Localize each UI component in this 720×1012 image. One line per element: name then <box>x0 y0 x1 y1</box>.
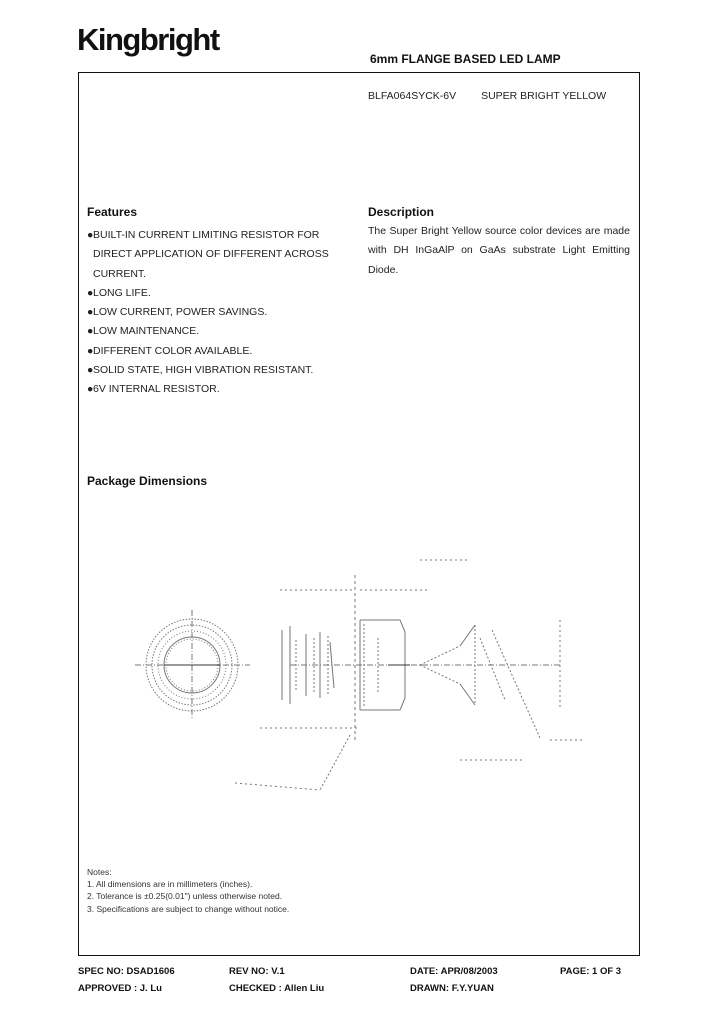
date: DATE: APR/08/2003 <box>410 966 498 977</box>
checked-by: CHECKED : Allen Liu <box>229 983 325 994</box>
notes-block <box>87 866 289 915</box>
led-front-view <box>135 610 250 720</box>
list-item: ●BUILT-IN CURRENT LIMITING RESISTOR FOR DIRECT APPLICATION OF DIFFERENT ACROSS CURRENT. <box>87 226 347 284</box>
revision-number: REV NO: V.1 <box>229 966 285 977</box>
brand-logo: Kingbright <box>77 22 219 57</box>
page-number: PAGE: 1 OF 3 <box>560 966 622 977</box>
notes-heading: Notes: <box>87 867 112 877</box>
approved-by: APPROVED : J. Lu <box>78 983 162 994</box>
features-list <box>87 226 347 400</box>
led-lead-view <box>420 560 585 760</box>
list-item: ●DIFFERENT COLOR AVAILABLE. <box>87 342 347 361</box>
note-item: 1. All dimensions are in millimeters (inches). <box>87 879 253 890</box>
spec-number: SPEC NO: DSAD1606 <box>78 966 175 977</box>
list-item: ●SOLID STATE, HIGH VIBRATION RESISTANT. <box>87 361 347 380</box>
bullet-icon: ● <box>87 383 94 396</box>
note-item: 2. Tolerance is ±0.25(0.01") unless otherwise noted. <box>87 891 283 902</box>
bullet-icon: ● <box>87 286 94 299</box>
bullet-icon: ● <box>87 364 94 377</box>
led-side-view <box>235 575 560 790</box>
part-number: BLFA064SYCK-6V <box>368 90 457 102</box>
document-title: 6mm FLANGE BASED LED LAMP <box>370 52 561 66</box>
list-item: ●LOW CURRENT, POWER SAVINGS. <box>87 303 347 322</box>
package-dimension-drawing <box>120 550 600 800</box>
description-text: The Super Bright Yellow source color devices are made with DH InGaAlP on GaAs substrate Light Emitting Diode. <box>368 225 630 276</box>
content-frame <box>78 72 640 956</box>
drawn-by: DRAWN: F.Y.YUAN <box>410 983 494 994</box>
part-color-description: SUPER BRIGHT YELLOW <box>481 90 607 102</box>
part-line <box>368 90 606 102</box>
bullet-icon: ● <box>87 325 94 338</box>
features-heading: Features <box>87 205 138 219</box>
bullet-icon: ● <box>87 306 94 319</box>
list-item: ●6V INTERNAL RESISTOR. <box>87 380 347 399</box>
description-heading: Description <box>368 205 435 219</box>
package-heading: Package Dimensions <box>87 474 208 488</box>
bullet-icon: ● <box>87 344 94 357</box>
list-item: ●LONG LIFE. <box>87 284 347 303</box>
list-item: ●LOW MAINTENANCE. <box>87 322 347 341</box>
note-item: 3. Specifications are subject to change without notice. <box>87 903 290 914</box>
bullet-icon: ● <box>87 229 94 241</box>
